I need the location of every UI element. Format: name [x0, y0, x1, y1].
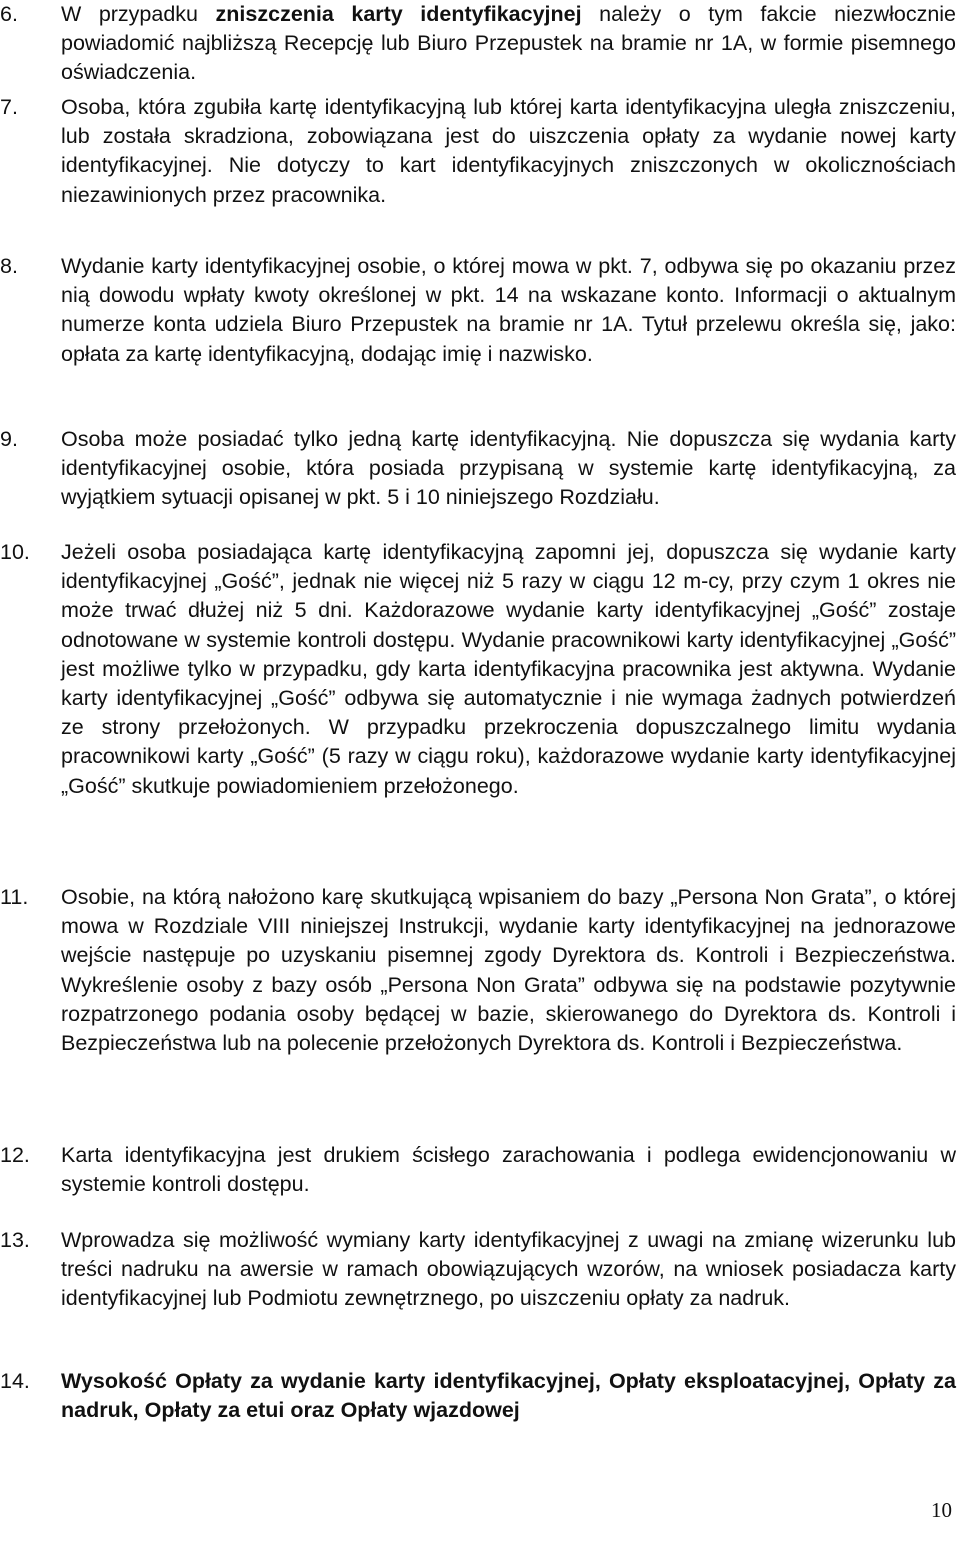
page-number: 10: [931, 1498, 952, 1522]
item-text: Karta identyfikacyjna jest drukiem ścisłego zarachowania i podlega ewidencjonowaniu w systemie kontroli dostępu.: [61, 1143, 956, 1197]
item-number: 12.: [0, 1143, 30, 1167]
item-text: Osoba, która zgubiła kartę identyfikacyjną lub której karta identyfikacyjna uległa zniszczeniu, lub została skradziona, zobowiązana jest do uiszczenia opłaty za wydanie nowej karty identyfikacyjnej. Nie dotyczy to kart identyfikacyjnych zniszczonych w okolicznościach niezawinionych przez pracownika.: [61, 95, 956, 207]
item-text: Osoba może posiadać tylko jedną kartę identyfikacyjną. Nie dopuszcza się wydania karty identyfikacyjnej osobie, która posiada przypisaną w systemie kartę identyfikacyjną, za wyjątkiem sytuacji opisanej w pkt. 5 i 10 niniejszego Rozdziału.: [61, 427, 956, 510]
list-item-12: [0, 1141, 960, 1199]
list-item-11: [0, 883, 960, 1058]
list-item-10: [0, 538, 960, 801]
list-item-6: [0, 0, 960, 88]
item-text: Wysokość Opłaty za wydanie karty identyfikacyjnej, Opłaty eksploatacyjnej, Opłaty za nadruk, Opłaty za etui oraz Opłaty wjazdowej: [61, 1369, 956, 1423]
list-item-14: [0, 1367, 960, 1425]
list-item-9: [0, 425, 960, 513]
item-number: 7.: [0, 95, 18, 119]
list-item-13: [0, 1226, 960, 1314]
item-text: Wprowadza się możliwość wymiany karty identyfikacyjnej z uwagi na zmianę wizerunku lub treści nadruku na awersie w ramach obowiązujących wzorów, na wniosek posiadacza karty identyfikacyjnej lub Podmiotu zewnętrznego, po uiszczeniu opłaty za nadruk.: [61, 1228, 956, 1311]
item-number: 9.: [0, 427, 18, 451]
item-number: 13.: [0, 1228, 30, 1252]
item-number: 6.: [0, 2, 18, 26]
item-text: Jeżeli osoba posiadająca kartę identyfikacyjną zapomni jej, dopuszcza się wydanie karty identyfikacyjnej „Gość”, jednak nie więcej niż 5 razy w ciągu 12 m-cy, przy czym 1 okres nie może trwać dłużej niż 5 dni. Każdorazowe wydanie karty identyfikacyjnej „Gość” zostaje odnotowane w systemie kontroli dostępu. Wydanie pracownikowi karty identyfikacyjnej „Gość” jest możliwe tylko w przypadku, gdy karta identyfikacyjna pracownika jest aktywna. Wydanie karty identyfikacyjnej „Gość” odbywa się automatycznie i nie wymaga żadnych potwierdzeń ze strony przełożonych. W przypadku przekroczenia dopuszczalnego limitu wydania pracownikowi karty „Gość” (5 razy w ciągu roku), każdorazowe wydanie karty identyfikacyjnej „Gość” skutkuje powiadomieniem przełożonego.: [61, 540, 956, 798]
item-number: 8.: [0, 254, 18, 278]
item-number: 10.: [0, 540, 30, 564]
item-number: 11.: [0, 885, 29, 909]
item-number: 14.: [0, 1369, 30, 1393]
item-text: W przypadku zniszczenia karty identyfikacyjnej należy o tym fakcie niezwłocznie powiadomić najbliższą Recepcję lub Biuro Przepustek na bramie nr 1A, w formie pisemnego oświadczenia.: [61, 2, 957, 85]
list-item-7: [0, 93, 960, 210]
item-text: Wydanie karty identyfikacyjnej osobie, o której mowa w pkt. 7, odbywa się po okazaniu przez nią dowodu wpłaty kwoty określonej w pkt. 14 na wskazane konto. Informacji o aktualnym numerze konta udziela Biuro Przepustek na bramie nr 1A. Tytuł przelewu określa się, jako: opłata za kartę identyfikacyjną, dodając imię i nazwisko.: [61, 254, 956, 366]
list-item-8: [0, 252, 960, 369]
item-text: Osobie, na którą nałożono karę skutkującą wpisaniem do bazy „Persona Non Grata”, o której mowa w Rozdziale VIII niniejszej Instrukcji, wydanie karty identyfikacyjnej na jednorazowe wejście następuje po uzyskaniu pisemnej zgody Dyrektora ds. Kontroli i Bezpieczeństwa. Wykreślenie osoby z bazy osób „Persona Non Grata” odbywa się na podstawie pozytywnie rozpatrzonego podania osoby będącej w bazie, skierowanego do Dyrektora ds. Kontroli i Bezpieczeństwa lub na polecenie przełożonych Dyrektora ds. Kontroli i Bezpieczeństwa.: [61, 885, 956, 1056]
